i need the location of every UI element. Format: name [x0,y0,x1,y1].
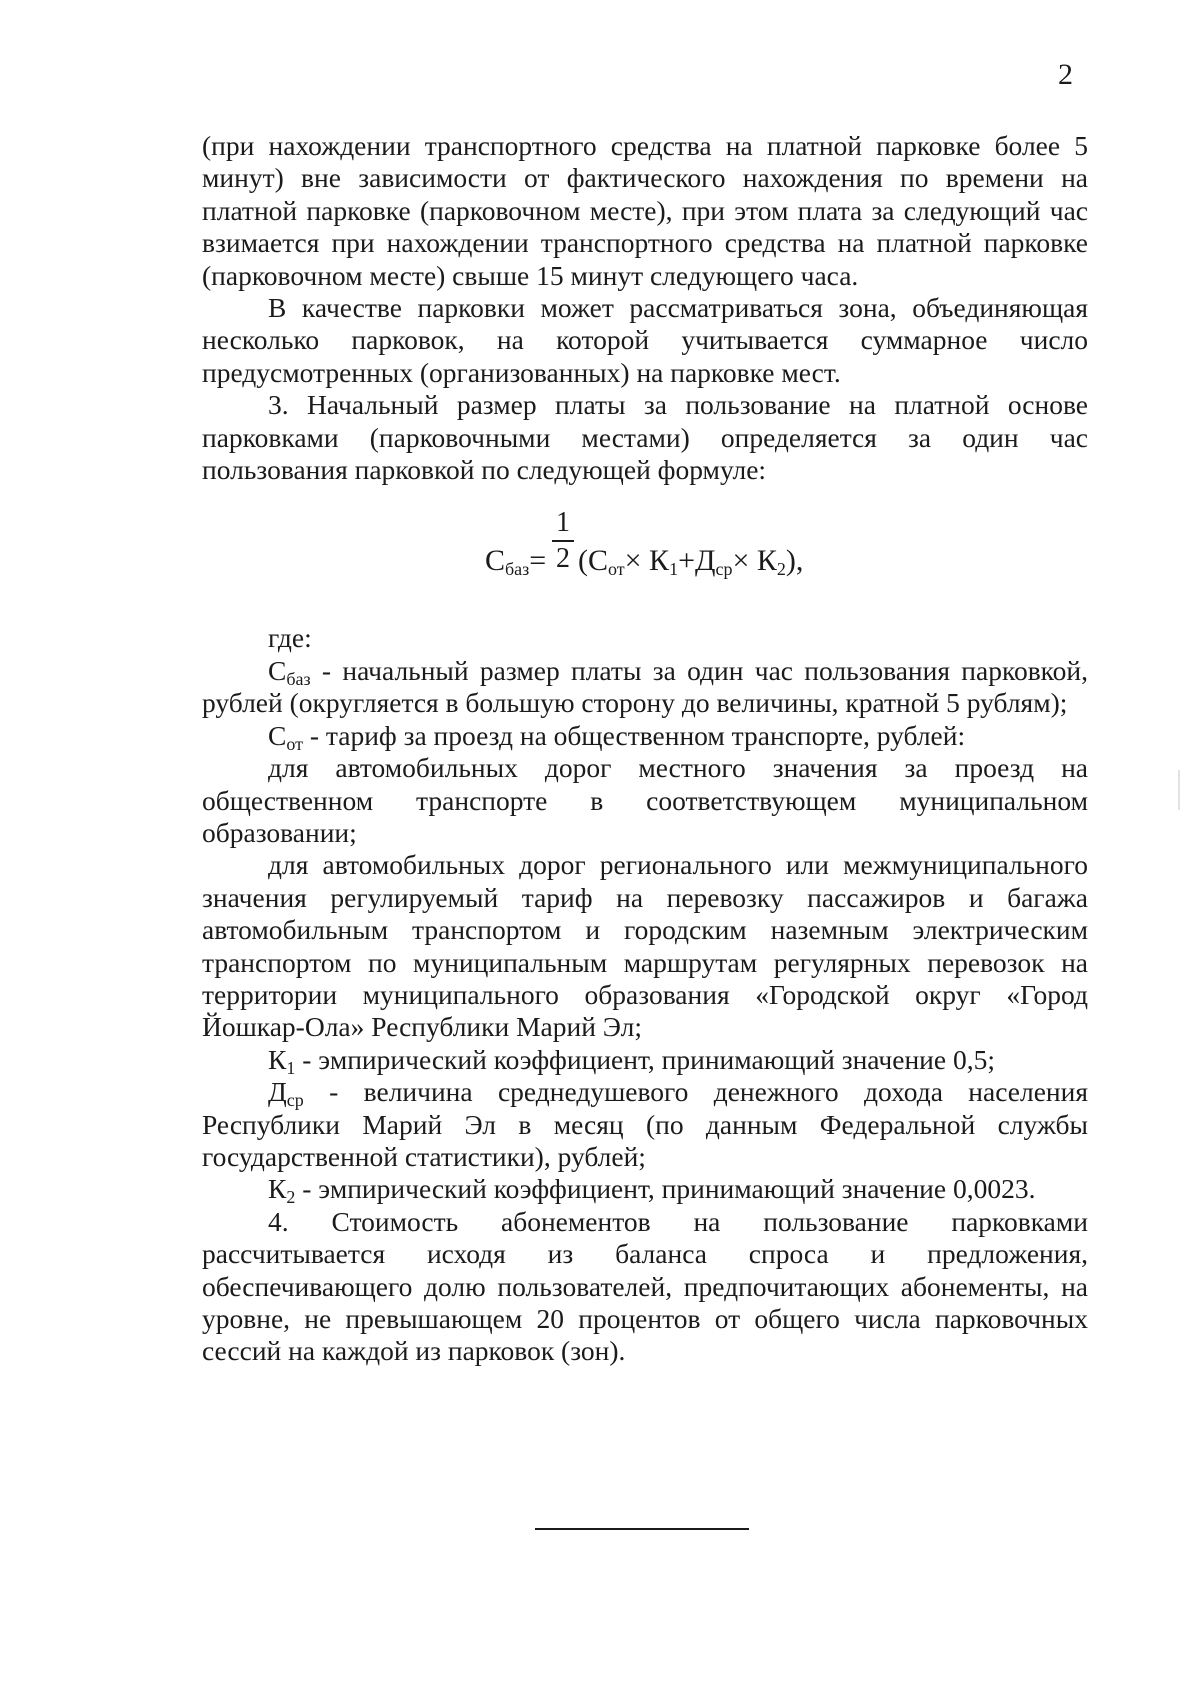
paragraph-continuation: (при нахождении транспортного средства на платной парковке более 5 минут) вне зависимости от фактического нахождения по времени на платной парковке (парковочном месте), при этом плата за следующий час взимается при нахождении транспортного средства на платной парковке (парковочном месте) свыше 15 минут следующего часа. [202,130,1088,291]
formula-base-fee [202,496,1088,608]
paragraph-item-4: 4. Стоимость абонементов на пользование парковками рассчитывается исходя из баланса спроса и предложения, обеспечивающего долю пользователей, предпочитающих абонементы, на уровне, не превышающем 20 процентов от общего числа парковочных сессий на каждой из парковок (зон). [202,1205,1088,1367]
formula-rhs: $(С_{от}\times К_1+Д_{ср}\times К_2)$, [578,544,804,580]
def-regional-roads: для автомобильных дорог регионального или межмуниципального значения регулируемый тариф на перевозку пассажиров и багажа автомобильным транспортом и городским наземным электрическим транспортом по муниципальным маршрутам регулярных перевозок на территории муниципального образования «Городской округ «Город Йошкар-Ола» Республики Марий Эл; [202,849,1088,1043]
fraction-numerator: 1 [556,507,570,539]
formula-lhs: $С_{баз}=$ [485,544,547,580]
page-number: 2 [1058,58,1073,91]
formula-fraction [552,508,574,574]
def-d-sr: $Д_{ср}$ - величина среднедушевого денежного дохода населения Республики Марий Эл в месяц (по данным Федеральной службы государственной статистики), рублей; [202,1076,1088,1172]
def-k1: $К_1$ - эмпирический коэффициент, принимающий значение 0,5; [268,1043,995,1078]
def-c-baz: $С_{баз}$ - начальный размер платы за один час пользования парковкой, рублей (округляется в большую сторону до величины, кратной 5 рублям); [202,654,1088,719]
def-k2: $К_2$ - эмпирический коэффициент, принимающий значение 0,0023. [268,1173,1036,1208]
paragraph-item-3: 3. Начальный размер платы за пользование на платной основе парковками (парковочными местами) определяется за один час пользования парковкой по следующей формуле: [202,389,1088,486]
end-of-document-rule [535,1528,749,1530]
paragraph-parking-zone: В качестве парковки может рассматриваться зона, объединяющая несколько парковок, на которой учитывается суммарное число предусмотренных (организованных) на парковке мест. [202,292,1088,388]
document-body [202,130,1088,1368]
where-label: где: [268,622,312,654]
fraction-denominator: 2 [556,543,570,575]
def-c-ot: $С_{от}$ - тариф за проезд на общественном транспорте, рублей: [268,719,966,754]
scan-artifact [1178,770,1180,810]
fraction-bar [552,540,574,542]
def-local-roads: для автомобильных дорог местного значения за проезд на общественном транспорте в соответствующем муниципальном образовании; [202,752,1088,848]
